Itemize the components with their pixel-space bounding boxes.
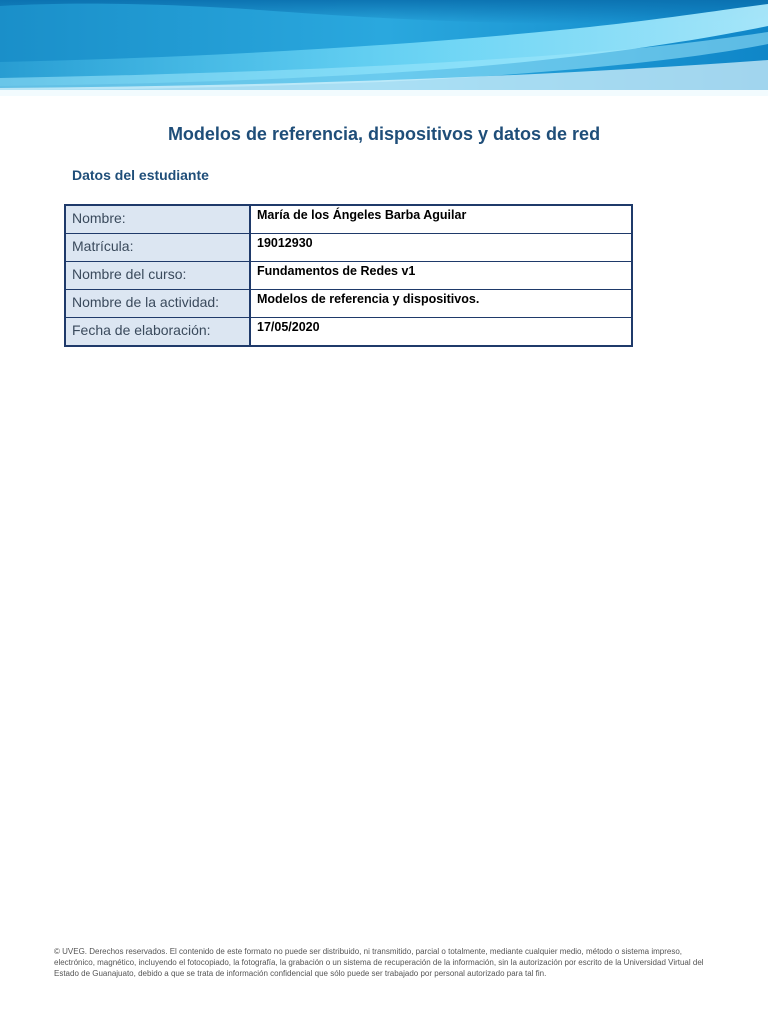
section-heading: Datos del estudiante (72, 167, 209, 183)
row-label: Nombre: (65, 205, 250, 234)
row-value: 17/05/2020 (250, 318, 632, 347)
row-value: 19012930 (250, 234, 632, 262)
row-value: María de los Ángeles Barba Aguilar (250, 205, 632, 234)
row-label: Fecha de elaboración: (65, 318, 250, 347)
table-row (65, 290, 632, 318)
row-label: Matrícula: (65, 234, 250, 262)
copyright-footer: © UVEG. Derechos reservados. El contenido de este formato no puede ser distribuido, ni transmitido, parcial o totalmente, mediante cualquier medio, método o sistema impreso, electrónico, magnético, incluyendo el fotocopiado, la fotografía, la grabación o un sistema de recuperación de la información, sin la autorización por escrito de la Universidad Virtual del Estado de Guanajuato, debido a que se trata de información confidencial que sólo puede ser trabajado por personal autorizado para tal fin. (54, 947, 704, 978)
table-row (65, 234, 632, 262)
row-value: Fundamentos de Redes v1 (250, 262, 632, 290)
row-value: Modelos de referencia y dispositivos. (250, 290, 632, 318)
document-title: Modelos de referencia, dispositivos y datos de red (167, 124, 601, 144)
table-row (65, 205, 632, 234)
row-label: Nombre del curso: (65, 262, 250, 290)
student-info-table (64, 204, 633, 347)
row-label: Nombre de la actividad: (65, 290, 250, 318)
header-banner (0, 0, 768, 96)
header-wave-graphic (0, 0, 768, 96)
table-row (65, 262, 632, 290)
table-row (65, 318, 632, 347)
